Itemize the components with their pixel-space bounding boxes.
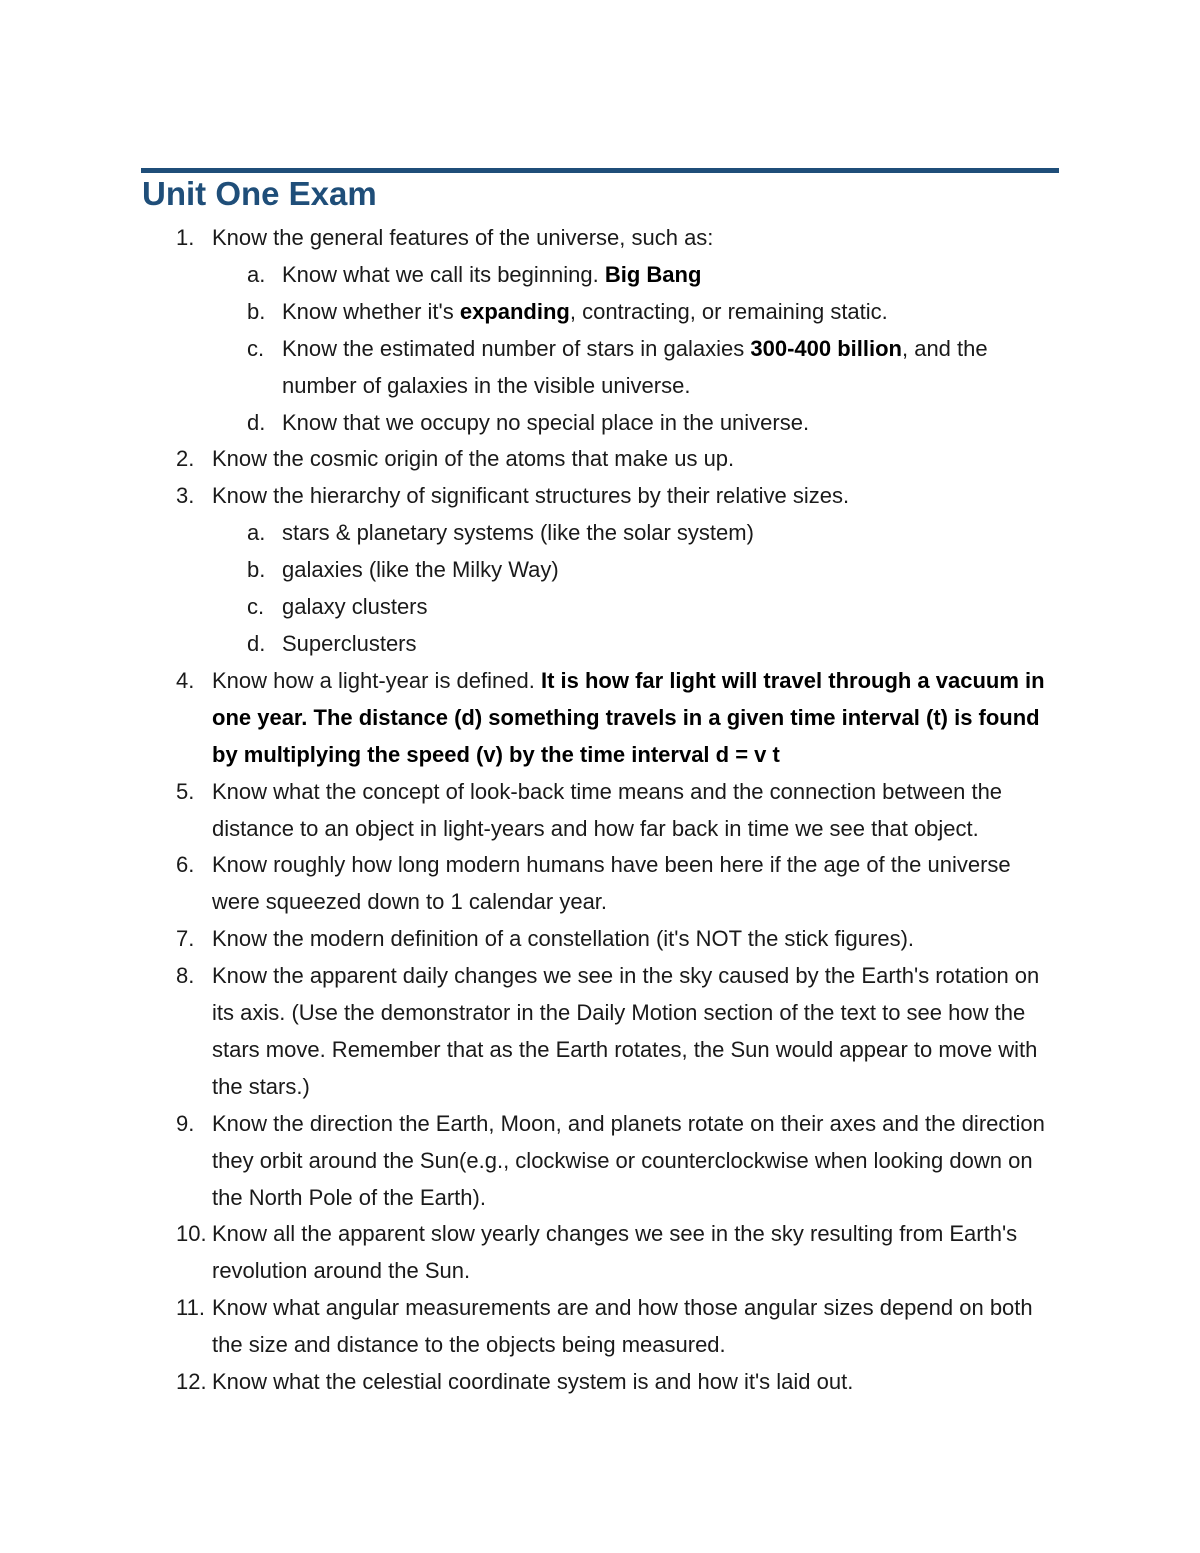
list-item [142, 847, 1058, 921]
item-text: Know how a light-year is defined. [212, 667, 541, 693]
sub-item-letter: c. [247, 335, 265, 361]
answer-text: expanding [459, 298, 570, 324]
list-item [142, 1364, 1058, 1401]
page-title: Unit One Exam [142, 175, 377, 212]
sub-item [142, 331, 1058, 405]
sub-item-text: Superclusters [282, 630, 417, 656]
item-number: 4. [176, 667, 195, 693]
item-text: Know what the celestial coordinate system is and how it's laid out. [212, 1369, 854, 1395]
sub-item [142, 515, 1058, 552]
sub-item-text: Know what we call its beginning. [282, 261, 605, 287]
item-number: 1. [176, 225, 195, 250]
item-number: 3. [176, 483, 195, 509]
sub-item [142, 552, 1058, 589]
list-item [142, 1290, 1058, 1364]
list-item [142, 958, 1058, 1106]
item-number: 12. [176, 1369, 207, 1395]
list-item [142, 921, 1058, 958]
item-text: Know roughly how long modern humans have been here if the age of the universe were squeezed down to 1 calendar year. [212, 852, 1011, 915]
sub-item-text: Know the estimated number of stars in galaxies [282, 335, 751, 361]
sub-item-letter: b. [247, 557, 266, 583]
sub-item-text-after: , contracting, or remaining static. [569, 298, 888, 324]
item-number: 8. [176, 963, 195, 989]
sub-item-text: Know whether it's [282, 298, 460, 324]
item-number: 9. [176, 1110, 195, 1136]
sub-item [142, 257, 1058, 294]
sub-item [142, 294, 1058, 331]
item-text: Know the general features of the universe, such as: [212, 225, 714, 250]
answer-text: 300-400 billion [750, 335, 902, 361]
item-number: 5. [176, 778, 195, 804]
sub-item-letter: d. [247, 409, 266, 435]
item-text: Know what the concept of look-back time means and the connection between the distance to an object in light-years and how far back in time we see that object. [212, 778, 1003, 841]
sub-item-text: stars & planetary systems (like the solar system) [282, 520, 754, 546]
sub-item-letter: a. [247, 520, 266, 546]
sub-item [142, 626, 1058, 663]
item-text: Know the modern definition of a constellation (it's NOT the stick figures). [212, 926, 915, 952]
item-text: Know the hierarchy of significant structures by their relative sizes. [212, 483, 850, 509]
list-item [142, 441, 1058, 478]
sub-item-letter: c. [247, 594, 265, 620]
sub-item [142, 405, 1058, 442]
sub-item [142, 589, 1058, 626]
sub-item-text: Know that we occupy no special place in the universe. [282, 409, 810, 435]
item-text: Know the direction the Earth, Moon, and planets rotate on their axes and the direction they orbit around the Sun(e.g., clockwise or counterclockwise when looking down on the North Pole of the Earth). [212, 1110, 1045, 1210]
list-item [142, 1216, 1058, 1290]
item-number: 2. [176, 446, 195, 472]
sub-item-letter: b. [247, 298, 266, 324]
list-item [142, 478, 1058, 515]
sub-item-letter: a. [247, 261, 266, 287]
item-number: 11. [176, 1295, 205, 1321]
list-item [142, 220, 1058, 257]
answer-text: Big Bang [604, 261, 702, 287]
list-item [142, 1106, 1058, 1217]
sub-item-text-after: , and the number of galaxies in the visible universe. [282, 335, 988, 398]
exam-list [142, 220, 1058, 1401]
answer-text: It is how far light will travel through a vacuum in one year. The distance (d) something travels in a given time interval (t) is found by multiplying the speed (v) by the time interval d = v t [212, 667, 1045, 767]
item-number: 7. [176, 926, 195, 952]
item-text: Know the cosmic origin of the atoms that make us up. [212, 446, 735, 472]
item-text: Know all the apparent slow yearly changes we see in the sky resulting from Earth's revolution around the Sun. [212, 1221, 1018, 1284]
item-text: Know what angular measurements are and how those angular sizes depend on both the size and distance to the objects being measured. [212, 1295, 1033, 1358]
sub-item-text: galaxies (like the Milky Way) [282, 557, 559, 583]
sub-item-letter: d. [247, 630, 266, 656]
item-text: Know the apparent daily changes we see in the sky caused by the Earth's rotation on its axis. (Use the demonstrator in the Daily Motion section of the text to see how the stars move. Remember that as the Earth rotates, the Sun would appear to move with the stars.) [212, 963, 1040, 1099]
list-item [142, 663, 1058, 774]
list-item [142, 774, 1058, 848]
item-number: 10. [176, 1221, 207, 1247]
item-number: 6. [176, 852, 195, 878]
sub-item-text: galaxy clusters [282, 594, 428, 620]
